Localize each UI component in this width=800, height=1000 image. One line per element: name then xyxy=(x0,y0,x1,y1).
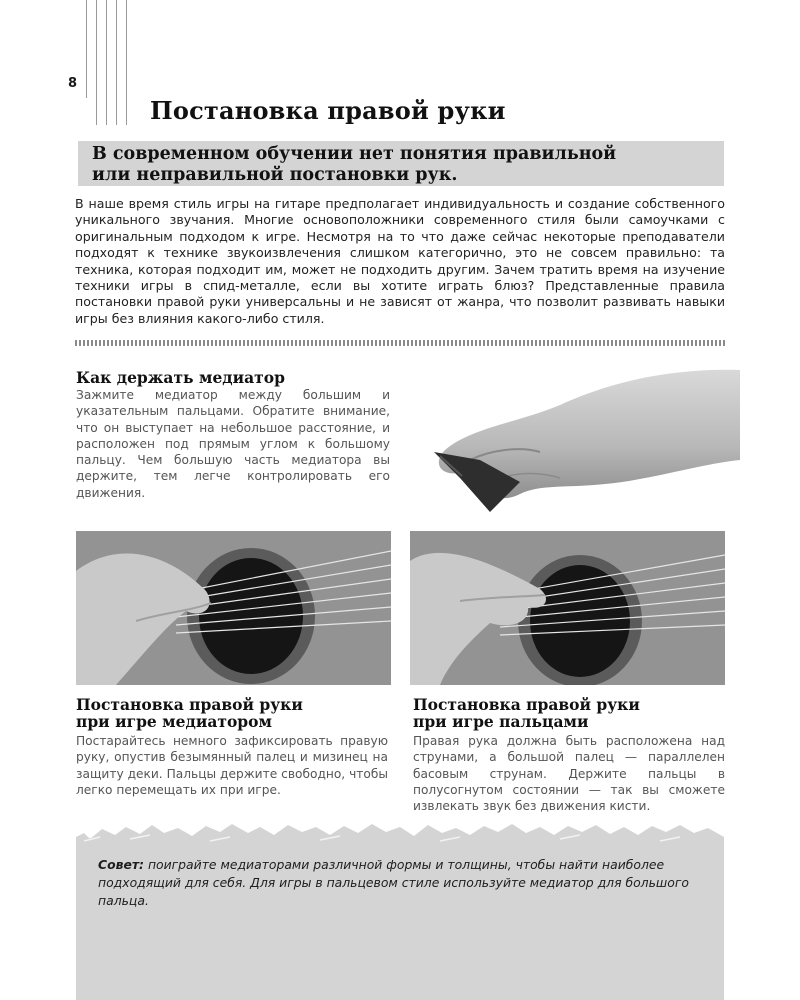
guitar-pick-technique-photo xyxy=(76,531,391,685)
intro-paragraph xyxy=(75,196,725,327)
pick-body: Зажмите медиатор между большим и указательным пальцами. Обратите внимание, что он выступает на небольшое расстояние, и расположен под прямым углом к большому пальцу. Чем большую часть медиатора вы держите, тем легче контролировать его движения. xyxy=(76,388,390,500)
heading-line: при игре медиатором xyxy=(76,712,272,731)
fingerstyle-heading xyxy=(413,696,640,730)
guitar-fingers-illustration xyxy=(410,531,725,685)
tip-box xyxy=(76,838,724,1000)
tip-body: поиграйте медиаторами различной формы и толщины, чтобы найти наиболее подходящий для себя. Для игры в пальцевом стиле используйте медиатор для большого пальца. xyxy=(98,857,689,908)
decorative-margin-line xyxy=(96,0,97,125)
dotted-divider xyxy=(75,340,725,346)
pick-playing-heading xyxy=(76,696,303,730)
pick-heading: Как держать медиатор xyxy=(76,368,285,387)
page-number: 8 xyxy=(68,76,78,91)
decorative-margin-line xyxy=(126,0,127,125)
torn-paper-edge xyxy=(60,815,740,855)
heading-line: при игре пальцами xyxy=(413,712,589,731)
guitar-pick-illustration xyxy=(76,531,391,685)
lead-text xyxy=(92,144,616,186)
pick-playing-body: Постарайтесь немного зафиксировать правую руку, опустив безымянный палец и мизинец на защиту деки. Пальцы держите свободно, чтобы легко перемещать их при игре. xyxy=(76,734,388,797)
decorative-margin-line xyxy=(106,0,107,125)
heading-line: Постановка правой руки xyxy=(413,695,640,714)
lead-line: или неправильной постановки рук. xyxy=(92,165,458,185)
heading-line: Постановка правой руки xyxy=(76,695,303,714)
decorative-margin-line xyxy=(116,0,117,125)
fingerstyle-body: Правая рука должна быть расположена над струнами, а большой палец — параллелен басовым струнам. Держите пальцы в полусогнутом состоянии — так вы сможете извлекать звук без движения кисти. xyxy=(413,734,725,814)
guitar-fingerstyle-technique-photo xyxy=(410,531,725,685)
hand-holding-pick-photo xyxy=(410,360,740,520)
intro-text: В наше время стиль игры на гитаре предполагает индивидуальность и создание собственного уникального звучания. Многие основоположники современного стиля были самоучками с оригинальным подходом к игре. Несмотря на то что даже сейчас некоторые преподаватели подходят к технике звукоизвлечения слишком категорично, это не совсем правильно: та техника, которая подходит им, может не подходить другим. Зачем тратить время на изучение техники игры в спид-металле, если вы хотите играть блюз? Представленные правила постановки правой руки универсальны и не зависят от жанра, что позволит развивать навыки игры без влияния какого-либо стиля. xyxy=(75,196,725,326)
lead-line: В современном обучении нет понятия правильной xyxy=(92,144,617,164)
lead-banner xyxy=(78,141,724,186)
decorative-margin-line xyxy=(86,0,87,98)
page-title: Постановка правой руки xyxy=(150,96,506,125)
tip-text xyxy=(98,856,708,909)
tip-label: Совет: xyxy=(98,857,144,872)
